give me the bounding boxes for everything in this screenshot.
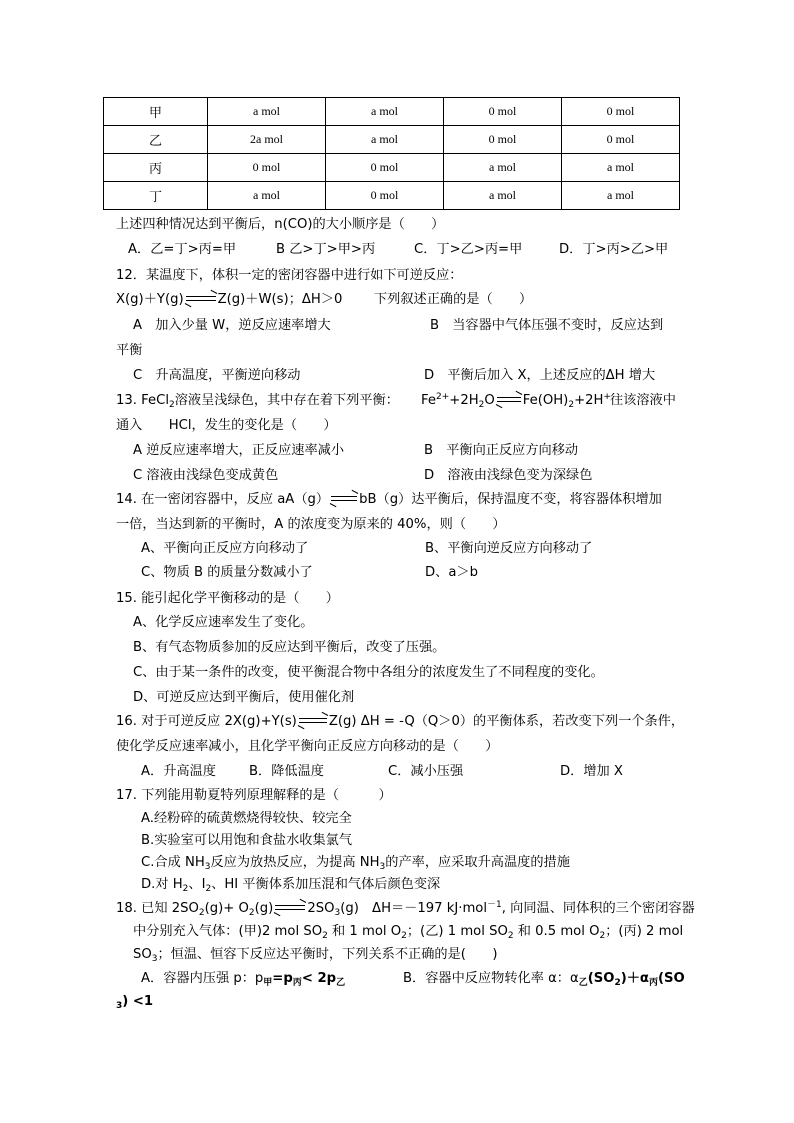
q12-options-cd [133, 367, 683, 385]
table-cell: a mol [444, 154, 562, 182]
q12-equation-line [116, 291, 676, 309]
q13-eq-fe: Fe [421, 393, 436, 408]
q16-line2: 使化学反应速率减小，且化学平衡向正反应方向移动的是（ ） [116, 739, 499, 754]
q12-stem: 12．某温度下，体积一定的密闭容器中进行如下可逆反应： [116, 268, 463, 283]
subscript: 2 [401, 931, 407, 941]
q17-option-c [141, 854, 570, 872]
q16-option-a: A．升高温度 [141, 764, 216, 779]
q18-line1 [116, 900, 695, 918]
q13-stem [116, 392, 686, 410]
q18-a-b: =p [272, 971, 293, 986]
q17-stem: 17. 下列能用勒夏特列原理解释的是（ ） [116, 788, 392, 803]
q17-d-b: 、I [188, 877, 206, 892]
q18-b-b: (SO [587, 971, 615, 986]
table-cell: a mol [208, 182, 326, 210]
q15-option-c: C、由于某一条件的改变，使平衡混合物中各组分的浓度发生了不同程度的变化。 [133, 665, 604, 680]
subscript: 2 [322, 931, 328, 941]
subscript: 2 [205, 884, 212, 894]
subscript: 2 [507, 931, 514, 941]
q12-option-c: C 升高温度，平衡逆向移动 [133, 368, 301, 383]
row-label: 丙 [104, 154, 208, 182]
q14-stem-b: bB（g）达平衡后，保持温度不变，将容器体积增加 [359, 492, 662, 507]
q17-c-a: C.合成 NH [141, 855, 205, 870]
table-cell: 0 mol [326, 182, 444, 210]
q13-line2: 通入 HCl，发生的变化是（ ） [116, 418, 337, 433]
q12-option-b: B 当容器中气体压强不变时，反应达到 [430, 318, 664, 333]
subscript: 2 [169, 400, 175, 410]
q14-stem [116, 491, 686, 509]
q17-option-a: A.经粉碎的硫黄燃烧得较快、较完全 [141, 811, 352, 826]
q13-option-c: C 溶液由浅绿色变成黄色 [133, 468, 279, 483]
q17-d-c: 、HI 平衡体系加压混和气体后颜色变深 [211, 877, 441, 892]
row-label: 甲 [104, 98, 208, 126]
q13-option-b: B 平衡向正反应方向移动 [424, 443, 579, 458]
q11-option-c: C．丁>乙>丙=甲 [414, 242, 523, 257]
q15-option-a: A、化学反应速率发生了变化。 [133, 615, 314, 630]
q18-l4-a: ) <1 [122, 994, 154, 1009]
q16-option-c: C．减小压强 [388, 764, 464, 779]
q13-eq-o: O [484, 393, 495, 408]
q16-option-b: B．降低温度 [249, 764, 324, 779]
table-cell: 2a mol [208, 126, 326, 154]
superscript: + [603, 392, 611, 402]
table-cell: 0 mol [444, 126, 562, 154]
q12-option-b-cont: 平衡 [116, 343, 143, 358]
equilibrium-arrow-icon [497, 395, 521, 405]
q17-d-a: D.对 H [141, 877, 183, 892]
q13-eq-prod: Fe(OH) [522, 393, 569, 408]
q14-option-a: A、平衡向正反应方向移动了 [141, 541, 309, 556]
table-cell: 0 mol [326, 154, 444, 182]
q18-l1-b: (g)+ O [204, 901, 249, 916]
q13-options-ab [133, 442, 683, 460]
q11-option-b: B 乙>丁>甲>丙 [276, 242, 376, 257]
subscript: 3 [334, 908, 341, 918]
subscript: 2 [614, 978, 621, 988]
table-row [104, 154, 680, 182]
table-cell: a mol [326, 126, 444, 154]
q15-option-d: D、可逆反应达到平衡后，使用催化剂 [133, 690, 355, 705]
q13-option-d: D 溶液由浅绿色变为深绿色 [424, 468, 593, 483]
q11-option-d: D．丁>丙>乙>甲 [559, 242, 669, 257]
q18-b-c: )＋α [620, 971, 649, 986]
q14-option-d: D、a＞b [425, 565, 478, 580]
table-cell: a mol [562, 154, 680, 182]
row-label: 乙 [104, 126, 208, 154]
q12-eq-left: X(g)＋Y(g) [116, 292, 184, 307]
subscript: 甲 [263, 978, 273, 988]
q12-eq-right: Z(g)＋W(s)；ΔH＞0 [217, 292, 343, 307]
q17-c-b: 反应为放热反应，为提高 NH [210, 855, 380, 870]
q17-option-d [141, 876, 440, 894]
row-label: 丁 [104, 182, 208, 210]
q18-b-d: (SO [658, 971, 685, 986]
table-row [104, 126, 680, 154]
table-cell: a mol [208, 98, 326, 126]
q18-option-b [403, 970, 685, 988]
q12-options-ab [133, 317, 683, 335]
q14-options-ab [141, 540, 681, 558]
q14-stem-a: 14. 在一密闭容器中，反应 aA（g） [116, 492, 330, 507]
table-cell: a mol [326, 98, 444, 126]
table-cell: 0 mol [562, 126, 680, 154]
q13-option-a: A 逆反应速率增大，正反应速率减小 [133, 443, 345, 458]
table-row [104, 98, 680, 126]
q18-l2-c: ；(乙) 1 mol SO [406, 924, 508, 939]
q18-l2-b: 和 1 mol O [327, 924, 402, 939]
q18-a-a: A．容器内压强 p：p [141, 971, 264, 986]
table-cell: 0 mol [562, 98, 680, 126]
q14-option-c: C、物质 B 的质量分数减小了 [141, 565, 313, 580]
q18-l2-e: ；(丙) 2 mol [605, 924, 684, 939]
subscript: 3 [204, 862, 211, 872]
q17-c-c: 的产率，应采取升高温度的措施 [385, 855, 570, 870]
table-cell: a mol [562, 182, 680, 210]
q11-option-a: A．乙=丁>丙=甲 [128, 242, 237, 257]
table-row [104, 182, 680, 210]
subscript: 3 [116, 1001, 123, 1011]
subscript: 2 [568, 400, 575, 410]
q18-l3-b: ；恒温、恒容下反应达平衡时，下列关系不正确的是( ) [157, 947, 498, 962]
q16-option-d: D．增加 X [560, 764, 623, 779]
q16-stem-b: Z(g) ΔH = -Q（Q＞0）的平衡体系，若改变下列一个条件， [328, 714, 685, 729]
q18-line3 [133, 946, 497, 964]
q13-options-cd [133, 467, 683, 485]
q13-stem-a: 13. FeCl [116, 393, 170, 408]
moles-table [103, 97, 680, 210]
q18-option-b-cont [116, 993, 153, 1011]
equilibrium-arrow-icon [331, 494, 357, 504]
subscript: 2 [198, 908, 205, 918]
equilibrium-arrow-icon [186, 294, 216, 304]
q12-option-d: D 平衡后加入 X，上述反应的ΔH 增大 [424, 368, 656, 383]
q18-l2-a: 中分别充入气体：(甲)2 mol SO [133, 924, 323, 939]
q17-option-b: B.实验室可以用饱和食盐水收集氯气 [141, 833, 353, 848]
q18-a-c: < 2p [301, 971, 337, 986]
q18-l1-f: , 向同温、同体积的三个密闭容器 [501, 901, 695, 916]
q13-stem-tail: 往该溶液中 [610, 393, 676, 408]
subscript: 乙 [578, 978, 588, 988]
q18-line2 [133, 923, 683, 941]
q13-eq-plus: +2H [449, 393, 479, 408]
q14-line2: 一倍，当达到新的平衡时，A 的浓度变为原来的 40%，则（ ） [116, 517, 506, 532]
q13-eq-prod-b: +2H [574, 393, 604, 408]
q11-options [128, 241, 688, 259]
q18-l2-d: 和 0.5 mol O [513, 924, 600, 939]
q13-stem-b: 溶液呈浅绿色，其中存在着下列平衡： [174, 393, 399, 408]
subscript: 丙 [292, 978, 302, 988]
subscript: 3 [379, 862, 386, 872]
table-cell: 0 mol [444, 98, 562, 126]
q15-stem: 15. 能引起化学平衡移动的是（ ） [116, 591, 339, 606]
q18-l1-a: 18. 已知 2SO [116, 901, 199, 916]
q18-l3-a: SO [133, 947, 152, 962]
subscript: 乙 [336, 978, 346, 988]
q18-options [141, 970, 686, 988]
subscript: 2 [182, 884, 189, 894]
subscript: 2 [599, 931, 606, 941]
subscript: 2 [248, 908, 255, 918]
q18-b-a: B．容器中反应物转化率 α：α [403, 971, 579, 986]
q18-l1-e: (g) ΔH＝－197 kJ·mol [340, 901, 488, 916]
table-cell: 0 mol [208, 154, 326, 182]
table-cell: a mol [444, 182, 562, 210]
q16-stem [116, 713, 686, 731]
q16-options [141, 763, 681, 781]
q15-option-b: B、有气态物质参加的反应达到平衡后，改变了压强。 [133, 640, 446, 655]
q11-stem: 上述四种情况达到平衡后，n(CO)的大小顺序是（ ） [116, 217, 445, 232]
superscript: 2+ [435, 392, 450, 402]
q16-stem-a: 16. 对于可逆反应 2X(g)+Y(s) [116, 714, 297, 729]
superscript: －1 [487, 900, 502, 910]
q12-eq-tail: 下列叙述正确的是（ ） [374, 292, 533, 307]
q14-options-cd [141, 564, 681, 582]
equilibrium-arrow-icon [299, 716, 327, 726]
subscript: 3 [151, 954, 158, 964]
subscript: 丙 [649, 978, 659, 988]
equilibrium-arrow-icon [275, 903, 305, 913]
q12-option-a: A 加入少量 W，逆反应速率增大 [133, 318, 331, 333]
q18-option-a [141, 970, 345, 988]
subscript: 2 [478, 400, 485, 410]
q18-l1-d: 2SO [307, 901, 335, 916]
q14-option-b: B、平衡向逆反应方向移动了 [425, 541, 593, 556]
q18-l1-c: (g) [254, 901, 274, 916]
